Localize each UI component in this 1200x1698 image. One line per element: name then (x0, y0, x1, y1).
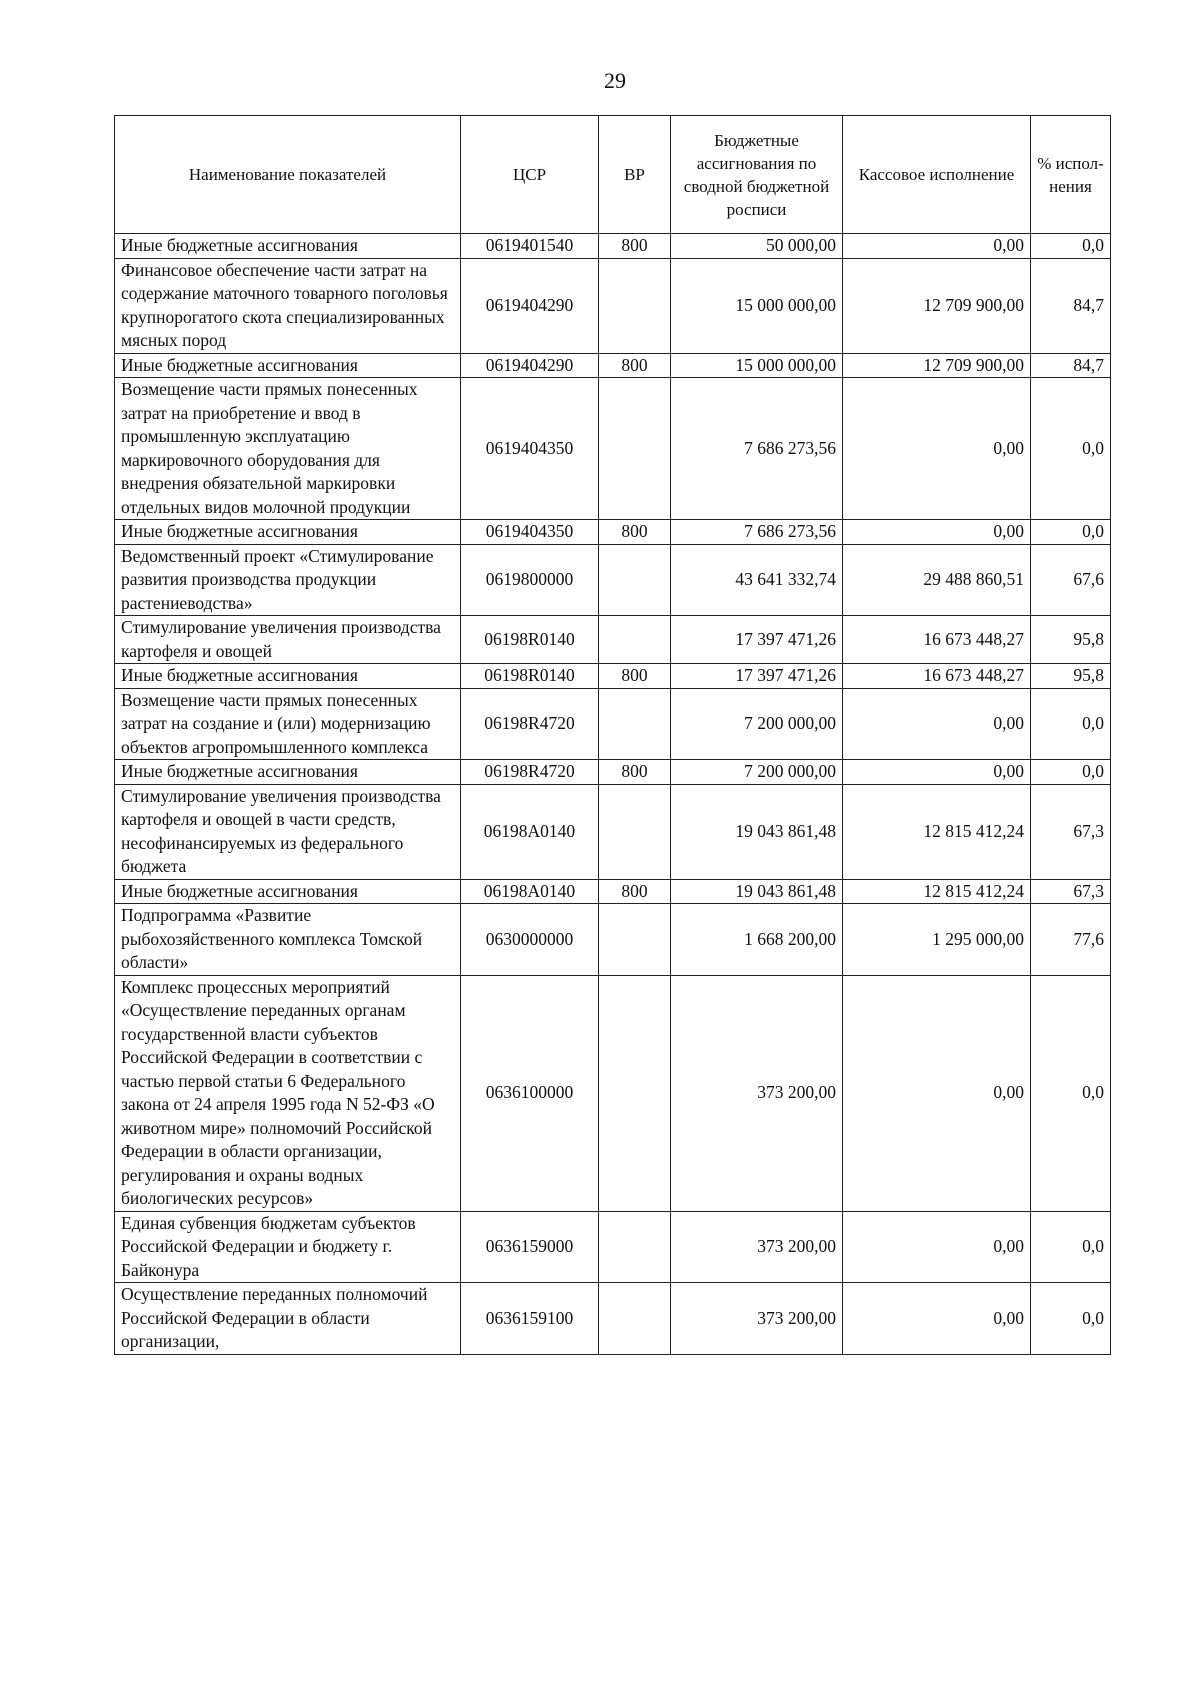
cell-vr (599, 688, 671, 760)
cell-cash: 16 673 448,27 (843, 664, 1031, 689)
cell-percent: 0,0 (1031, 520, 1111, 545)
table-row (115, 378, 1111, 520)
cell-vr (599, 378, 671, 520)
cell-csr: 0619404290 (461, 353, 599, 378)
cell-percent: 67,6 (1031, 544, 1111, 616)
cell-vr: 800 (599, 353, 671, 378)
cell-allocations: 7 686 273,56 (671, 378, 843, 520)
cell-vr (599, 258, 671, 353)
cell-allocations: 17 397 471,26 (671, 664, 843, 689)
cell-percent: 95,8 (1031, 664, 1111, 689)
cell-allocations: 7 686 273,56 (671, 520, 843, 545)
table-row (115, 520, 1111, 545)
budget-execution-table (114, 115, 1111, 1355)
cell-allocations: 373 200,00 (671, 1211, 843, 1283)
cell-vr (599, 784, 671, 879)
cell-allocations: 15 000 000,00 (671, 258, 843, 353)
cell-vr (599, 904, 671, 976)
cell-percent: 67,3 (1031, 879, 1111, 904)
cell-allocations: 7 200 000,00 (671, 688, 843, 760)
cell-vr: 800 (599, 520, 671, 545)
table-row (115, 879, 1111, 904)
table-row (115, 234, 1111, 259)
cell-percent: 84,7 (1031, 258, 1111, 353)
table-header-row (115, 116, 1111, 234)
cell-allocations: 19 043 861,48 (671, 879, 843, 904)
page-number: 29 (604, 68, 626, 93)
cell-percent: 67,3 (1031, 784, 1111, 879)
cell-csr: 06198A0140 (461, 879, 599, 904)
cell-allocations: 373 200,00 (671, 975, 843, 1211)
cell-csr: 0619401540 (461, 234, 599, 259)
cell-csr: 06198A0140 (461, 784, 599, 879)
cell-percent: 84,7 (1031, 353, 1111, 378)
cell-allocations: 50 000,00 (671, 234, 843, 259)
cell-vr: 800 (599, 760, 671, 785)
cell-cash: 16 673 448,27 (843, 616, 1031, 664)
cell-percent: 0,0 (1031, 975, 1111, 1211)
cell-csr: 06198R4720 (461, 760, 599, 785)
cell-csr: 06198R4720 (461, 688, 599, 760)
cell-cash: 0,00 (843, 1283, 1031, 1355)
cell-name: Подпрограмма «Развитие рыбохозяйственного комплекса Томской области» (115, 904, 461, 976)
cell-percent: 0,0 (1031, 1283, 1111, 1355)
cell-cash: 0,00 (843, 688, 1031, 760)
table-row (115, 975, 1111, 1211)
table-row (115, 784, 1111, 879)
cell-csr: 0636159100 (461, 1283, 599, 1355)
cell-vr: 800 (599, 664, 671, 689)
cell-csr: 0619404350 (461, 520, 599, 545)
header-allocations: Бюджетные ассигнования по сводной бюджетной росписи (671, 116, 843, 234)
table-row (115, 904, 1111, 976)
cell-percent: 95,8 (1031, 616, 1111, 664)
cell-name: Иные бюджетные ассигнования (115, 520, 461, 545)
header-name: Наименование показателей (115, 116, 461, 234)
cell-cash: 0,00 (843, 234, 1031, 259)
cell-csr: 0619404290 (461, 258, 599, 353)
cell-cash: 1 295 000,00 (843, 904, 1031, 976)
cell-percent: 0,0 (1031, 234, 1111, 259)
cell-name: Стимулирование увеличения производства картофеля и овощей (115, 616, 461, 664)
table-row (115, 1283, 1111, 1355)
cell-name: Единая субвенция бюджетам субъектов Российской Федерации и бюджету г. Байконура (115, 1211, 461, 1283)
cell-percent: 0,0 (1031, 378, 1111, 520)
cell-vr (599, 975, 671, 1211)
header-cash-execution: Кассовое исполнение (843, 116, 1031, 234)
cell-allocations: 43 641 332,74 (671, 544, 843, 616)
cell-vr (599, 616, 671, 664)
cell-allocations: 373 200,00 (671, 1283, 843, 1355)
table-row (115, 1211, 1111, 1283)
cell-percent: 0,0 (1031, 1211, 1111, 1283)
cell-vr (599, 544, 671, 616)
cell-percent: 0,0 (1031, 760, 1111, 785)
cell-name: Иные бюджетные ассигнования (115, 353, 461, 378)
cell-csr: 0619800000 (461, 544, 599, 616)
table-row (115, 544, 1111, 616)
cell-name: Осуществление переданных полномочий Российской Федерации в области организации, (115, 1283, 461, 1355)
table-row (115, 353, 1111, 378)
cell-name: Стимулирование увеличения производства картофеля и овощей в части средств, несофинансируемых из федерального бюджета (115, 784, 461, 879)
cell-vr (599, 1211, 671, 1283)
cell-csr: 0619404350 (461, 378, 599, 520)
cell-vr: 800 (599, 879, 671, 904)
header-vr: ВР (599, 116, 671, 234)
cell-cash: 12 815 412,24 (843, 784, 1031, 879)
cell-name: Иные бюджетные ассигнования (115, 760, 461, 785)
cell-cash: 0,00 (843, 760, 1031, 785)
cell-cash: 12 709 900,00 (843, 353, 1031, 378)
table-row (115, 616, 1111, 664)
table-row (115, 760, 1111, 785)
cell-cash: 29 488 860,51 (843, 544, 1031, 616)
cell-csr: 06198R0140 (461, 664, 599, 689)
cell-csr: 0636159000 (461, 1211, 599, 1283)
table-row (115, 664, 1111, 689)
cell-cash: 0,00 (843, 975, 1031, 1211)
cell-percent: 0,0 (1031, 688, 1111, 760)
cell-name: Комплекс процессных мероприятий «Осуществление переданных органам государственной власти субъектов Российской Федерации в соответствии с частью первой статьи 6 Федерального закона от 24 апреля 1995 года N 52-ФЗ «О животном мире» полномочий Российской Федерации в области организации, регулирования и охраны водных биологических ресурсов» (115, 975, 461, 1211)
cell-name: Возмещение части прямых понесенных затрат на приобретение и ввод в промышленную эксплуатацию маркировочного оборудования для внедрения обязательной маркировки отдельных видов молочной продукции (115, 378, 461, 520)
cell-csr: 06198R0140 (461, 616, 599, 664)
cell-vr: 800 (599, 234, 671, 259)
cell-percent: 77,6 (1031, 904, 1111, 976)
cell-allocations: 1 668 200,00 (671, 904, 843, 976)
cell-allocations: 15 000 000,00 (671, 353, 843, 378)
cell-cash: 12 709 900,00 (843, 258, 1031, 353)
header-percent-execution: % испол-нения (1031, 116, 1111, 234)
cell-csr: 0636100000 (461, 975, 599, 1211)
cell-name: Иные бюджетные ассигнования (115, 234, 461, 259)
table-row (115, 688, 1111, 760)
table-row (115, 258, 1111, 353)
cell-allocations: 7 200 000,00 (671, 760, 843, 785)
cell-csr: 0630000000 (461, 904, 599, 976)
cell-cash: 0,00 (843, 1211, 1031, 1283)
cell-name: Ведомственный проект «Стимулирование развития производства продукции растениеводства» (115, 544, 461, 616)
cell-allocations: 19 043 861,48 (671, 784, 843, 879)
cell-cash: 0,00 (843, 520, 1031, 545)
cell-allocations: 17 397 471,26 (671, 616, 843, 664)
cell-vr (599, 1283, 671, 1355)
cell-cash: 12 815 412,24 (843, 879, 1031, 904)
cell-cash: 0,00 (843, 378, 1031, 520)
cell-name: Финансовое обеспечение части затрат на содержание маточного товарного поголовья крупнорогатого скота специализированных мясных пород (115, 258, 461, 353)
cell-name: Возмещение части прямых понесенных затрат на создание и (или) модернизацию объектов агропромышленного комплекса (115, 688, 461, 760)
cell-name: Иные бюджетные ассигнования (115, 664, 461, 689)
cell-name: Иные бюджетные ассигнования (115, 879, 461, 904)
header-csr: ЦСР (461, 116, 599, 234)
